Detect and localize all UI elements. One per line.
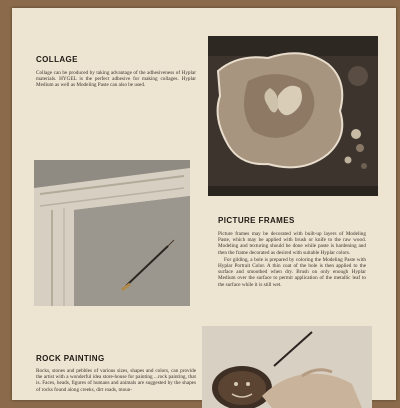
rock-painting-paragraph-1: Rocks, stones and pebbles of various sizes, shapes and colors, can provide the artist with a wonderful idea store-house for painting ...rock painting, that is. Faces, heads, figures of humans and animals are suggested by the shapes of rocks found along creeks, dirt roads, moun- [36,368,196,393]
picture-frames-text [218,231,366,289]
collage-heading: COLLAGE [36,55,78,64]
picture-frames-paragraph-1: Picture frames may be decorated with built-up layers of Modeling Paste, which may be applied with brush or knife to the raw wood. Modeling and texturing should be done while paste is hardening and then the frame decorated as desired with suitable Hyplar colors. [218,231,366,256]
picture-frames-heading: PICTURE FRAMES [218,216,295,225]
rock-painting-photo [202,326,372,408]
catalog-page [12,8,396,400]
collage-paragraph-1: Collage can be produced by taking advantage of the adhesiveness of Hyplar materials. HYGEL is the perfect adhesive for making collages. Hyplar Medium as well as Modeling Paste can also be used. [36,70,196,89]
collage-text [36,70,196,90]
collage-photo [208,36,378,196]
rock-painting-text [36,368,196,394]
picture-frame-photo [34,160,190,306]
rock-painting-heading: ROCK PAINTING [36,354,105,363]
picture-frames-paragraph-2: For gilding, a bole is prepared by coloring the Modeling Paste with Hyplar Portrait Color. A thin coat of the bole is then applied to the surface and smoothed when dry. Brush on only enough Hyplar Medium over the surface to permit application of the metallic leaf to the surface while it is still wet. [218,256,366,288]
